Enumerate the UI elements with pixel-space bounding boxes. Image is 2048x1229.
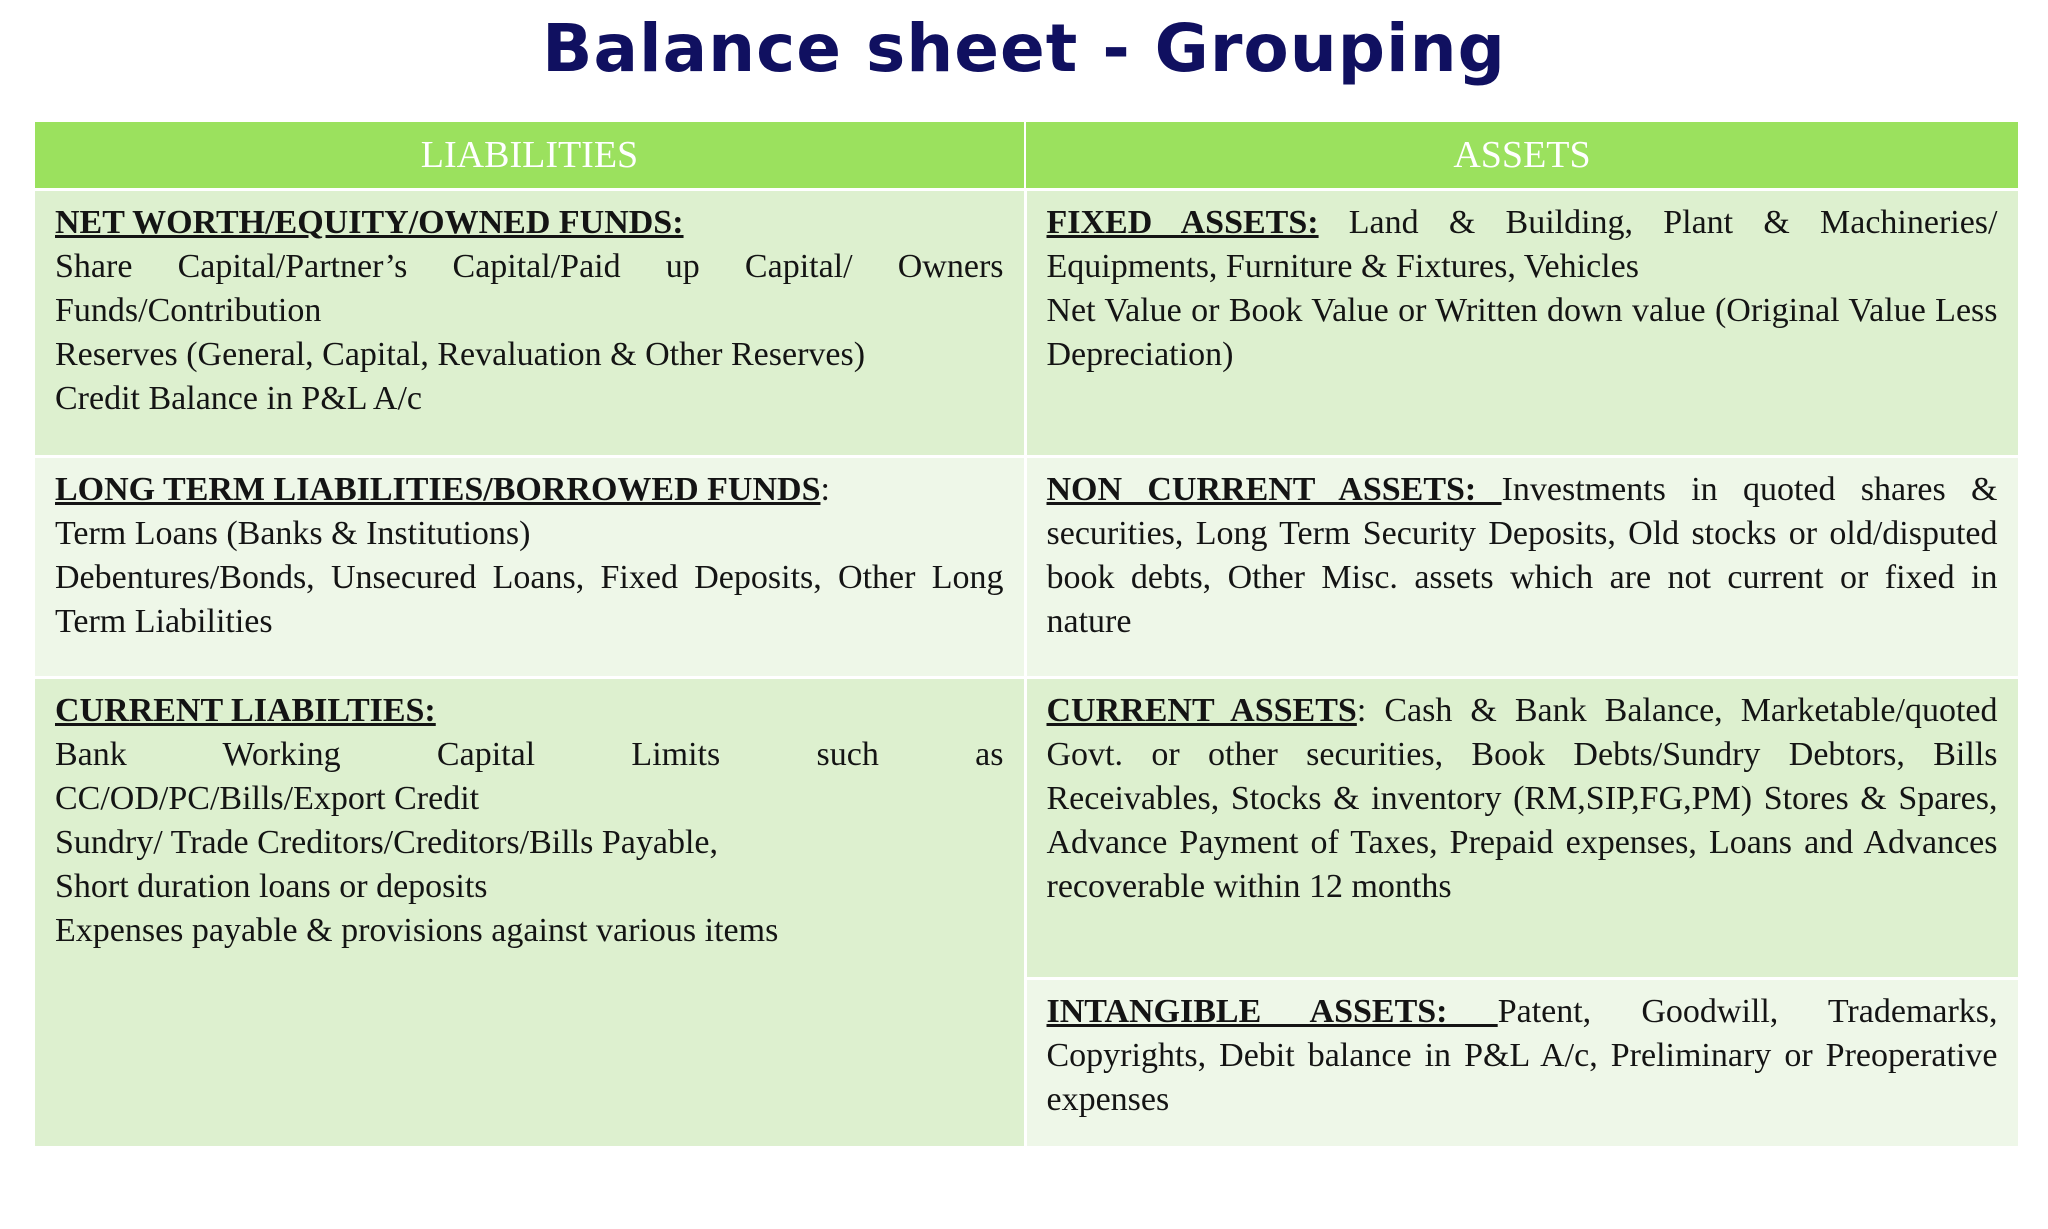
balance-sheet-table	[35, 122, 2021, 1146]
page-title: Balance sheet - Grouping	[542, 10, 1506, 87]
current-liabilities-line: CC/OD/PC/Bills/Export Credit	[55, 780, 480, 817]
fixed-assets-body: Land & Building, Plant & Machineries/ Equipments, Furniture & Fixtures, Vehicles	[1046, 204, 1998, 285]
current-assets-body: : Cash & Bank Balance, Marketable/quoted Govt. or other securities, Book Debts/Sundry Debtors, Bills Receivables, Stocks & inventory (RM,SIP,FG,PM) Stores & Spares, Advance Payment of Taxes, Prepaid expenses, Loans and Advances recoverable within 12 months	[1046, 692, 1998, 905]
long-term-title	[55, 468, 1004, 512]
fixed-assets-cell	[1025, 190, 2019, 457]
header-row	[35, 122, 2019, 190]
non-current-assets-heading: NON CURRENT ASSETS:	[1046, 471, 1502, 508]
current-liabilities-line: Bank Working Capital Limits such as	[55, 736, 1004, 773]
non-current-assets-cell	[1025, 457, 2019, 678]
non-current-assets-text	[1047, 468, 1998, 644]
table-row	[35, 678, 2019, 979]
intangible-assets-body: Patent, Goodwill, Trademarks, Copyrights, Debit balance in P&L A/c, Preliminary or Preoperative expenses	[1046, 993, 1998, 1118]
intangible-assets-text	[1047, 990, 1998, 1122]
current-assets-cell	[1025, 678, 2019, 979]
long-term-colon: :	[820, 471, 830, 508]
net-worth-line: Reserves (General, Capital, Revaluation & Other Reserves)	[55, 336, 866, 373]
assets-header: ASSETS	[1025, 122, 2019, 190]
fixed-assets-heading: FIXED ASSETS:	[1046, 204, 1319, 241]
liabilities-header: LIABILITIES	[35, 122, 1025, 190]
current-liabilities-cell	[35, 678, 1025, 1147]
net-worth-heading: NET WORTH/EQUITY/OWNED FUNDS:	[55, 204, 684, 241]
intangible-assets-cell	[1025, 979, 2019, 1147]
fixed-assets-line: Net Value or Book Value or Written down value (Original Value Less Depreciation)	[1046, 292, 1998, 373]
long-term-line: Debentures/Bonds, Unsecured Loans, Fixed Deposits, Other Long Term Liabilities	[55, 559, 1004, 640]
current-liabilities-line: Short duration loans or deposits	[55, 868, 488, 905]
current-liabilities-heading: CURRENT LIABILTIES:	[55, 692, 436, 729]
net-worth-cell	[35, 190, 1025, 457]
current-liabilities-line: Expenses payable & provisions against various items	[55, 912, 779, 949]
table-row	[35, 190, 2019, 457]
net-worth-line: Share Capital/Partner’s Capital/Paid up Capital/ Owners Funds/Contribution	[55, 248, 1004, 329]
net-worth-line: Credit Balance in P&L A/c	[55, 380, 422, 417]
current-assets-text	[1047, 689, 1998, 909]
non-current-assets-body: Investments in quoted shares & securities, Long Term Security Deposits, Old stocks or old/disputed book debts, Other Misc. assets which are not current or fixed in nature	[1046, 471, 1998, 640]
table-row	[35, 457, 2019, 678]
long-term-line: Term Loans (Banks & Institutions)	[55, 515, 531, 552]
intangible-assets-heading: INTANGIBLE ASSETS:	[1046, 993, 1498, 1030]
fixed-assets-text	[1047, 201, 1998, 289]
long-term-heading: LONG TERM LIABILITIES/BORROWED FUNDS	[55, 471, 821, 508]
current-liabilities-line: Sundry/ Trade Creditors/Creditors/Bills Payable,	[55, 824, 718, 861]
current-assets-heading: CURRENT ASSETS	[1046, 692, 1357, 729]
long-term-cell	[35, 457, 1025, 678]
